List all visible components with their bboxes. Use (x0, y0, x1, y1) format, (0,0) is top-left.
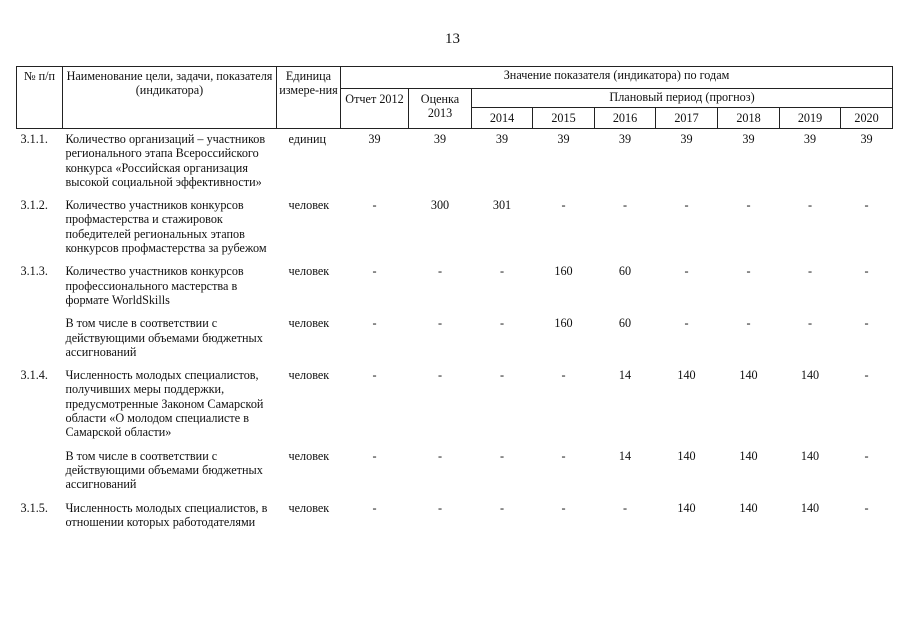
value-cell: 160 (554, 316, 573, 331)
header-plan-period: Плановый период (прогноз) (472, 89, 893, 108)
value-cell: - (864, 448, 869, 463)
value-cell: - (864, 264, 869, 279)
header-name: Наименование цели, задачи, показателя (индикатора) (63, 67, 277, 129)
value-cell: - (372, 368, 377, 383)
value-cell: - (437, 368, 443, 383)
value-cell: - (684, 264, 689, 279)
value-cell: - (561, 198, 566, 213)
row-number (17, 316, 63, 368)
unit-cell: единиц (288, 132, 327, 146)
value-cell: - (746, 198, 751, 213)
indicator-name: Количество участников конкурсов профессионального мастерства в формате WorldSkills (65, 264, 244, 307)
value-cell: 14 (618, 368, 632, 383)
value-cell: - (372, 316, 377, 331)
table-body (17, 129, 893, 539)
table-row (17, 198, 893, 264)
indicator-name: Численность молодых специалистов, в отношении которых работодателями (65, 500, 268, 529)
table-row (17, 449, 893, 501)
header-year: 2015 (533, 108, 595, 129)
value-cell: 39 (742, 132, 755, 146)
value-cell: 60 (618, 316, 632, 331)
value-cell: - (561, 368, 566, 383)
row-number: 3.1.2. (20, 198, 48, 213)
header-year: 2017 (656, 108, 718, 129)
table-row (17, 264, 893, 316)
value-cell: - (684, 316, 689, 331)
value-cell: - (437, 448, 443, 463)
indicators-table (16, 66, 893, 538)
table-row (17, 368, 893, 448)
value-cell: - (372, 198, 377, 213)
value-cell: - (437, 500, 443, 515)
value-cell: - (864, 500, 869, 515)
indicator-name: Количество участников конкурсов профмастерства и стажировок победителей региональных этапов конкурсов профмастерства за рубежом (65, 198, 267, 256)
header-report-2012: Отчет 2012 (341, 89, 409, 129)
value-cell: - (807, 264, 813, 279)
table-row (17, 129, 893, 199)
value-cell: - (746, 264, 751, 279)
value-cell: 140 (739, 368, 758, 383)
value-cell: - (372, 500, 377, 515)
table-row (17, 501, 893, 539)
value-cell: 39 (433, 132, 447, 146)
unit-cell: человек (288, 264, 330, 279)
row-number: 3.1.4. (20, 368, 48, 383)
unit-cell: человек (288, 500, 330, 515)
header-num: № п/п (17, 67, 63, 129)
value-cell: - (499, 264, 505, 279)
value-cell: 301 (492, 198, 512, 213)
value-cell: - (437, 316, 443, 331)
value-cell: 140 (677, 448, 696, 463)
value-cell: 140 (800, 500, 820, 515)
value-cell: 140 (739, 448, 758, 463)
value-cell: - (561, 448, 566, 463)
indicator-name: В том числе в соответствии с действующими объемами бюджетных ассигнований (65, 448, 263, 492)
value-cell: - (622, 198, 628, 213)
table-row (17, 316, 893, 368)
unit-cell: человек (288, 198, 330, 213)
value-cell: 140 (677, 500, 696, 515)
value-cell: - (807, 316, 813, 331)
header-year: 2014 (472, 108, 533, 129)
row-number: 3.1.1. (20, 132, 48, 146)
unit-cell: человек (288, 448, 330, 463)
unit-cell: человек (288, 316, 330, 331)
value-cell: - (437, 264, 443, 279)
value-cell: 140 (800, 368, 820, 383)
value-cell: 39 (803, 132, 817, 146)
value-cell: 14 (618, 448, 632, 463)
value-cell: - (499, 316, 505, 331)
indicator-name: В том числе в соответствии с действующими объемами бюджетных ассигнований (65, 316, 263, 359)
indicator-name: Количество организаций – участников регионального этапа Всероссийского конкурса «Российская организация высокой социальной эффективности» (65, 132, 266, 189)
value-cell: 39 (368, 132, 381, 146)
row-number: 3.1.5. (20, 500, 48, 515)
value-cell: - (684, 198, 689, 213)
value-cell: - (499, 448, 505, 463)
value-cell: 160 (554, 264, 573, 279)
header-year: 2019 (780, 108, 841, 129)
header-estimate-2013: Оценка 2013 (409, 89, 472, 129)
value-cell: - (746, 316, 751, 331)
value-cell: 39 (618, 132, 632, 146)
unit-cell: человек (288, 368, 330, 383)
row-number: 3.1.3. (20, 264, 48, 279)
value-cell: - (807, 198, 813, 213)
value-cell: - (864, 316, 869, 331)
value-cell: 39 (495, 132, 509, 146)
page-number: 13 (445, 31, 460, 47)
value-cell: 300 (430, 198, 450, 213)
value-cell: 39 (860, 132, 873, 146)
value-cell: - (864, 368, 869, 383)
header-values: Значение показателя (индикатора) по годам (341, 67, 893, 89)
value-cell: - (561, 500, 566, 515)
value-cell: 140 (739, 500, 758, 515)
value-cell: - (499, 500, 505, 515)
value-cell: - (864, 198, 869, 213)
value-cell: 140 (800, 448, 820, 463)
value-cell: - (499, 368, 505, 383)
indicator-name: Численность молодых специалистов, получивших меры поддержки, предусмотренные Законом Самарской области «О молодом специалисте в Самарской области» (65, 368, 264, 440)
header-unit: Единица измере-ния (277, 67, 341, 129)
header-year: 2018 (718, 108, 780, 129)
value-cell: - (622, 500, 628, 515)
value-cell: 60 (618, 264, 632, 279)
header-year: 2016 (595, 108, 656, 129)
value-cell: - (372, 448, 377, 463)
row-number (17, 449, 63, 501)
value-cell: 39 (680, 132, 693, 146)
header-year: 2020 (841, 108, 893, 129)
value-cell: 140 (677, 368, 696, 383)
value-cell: - (372, 264, 377, 279)
value-cell: 39 (557, 132, 570, 146)
